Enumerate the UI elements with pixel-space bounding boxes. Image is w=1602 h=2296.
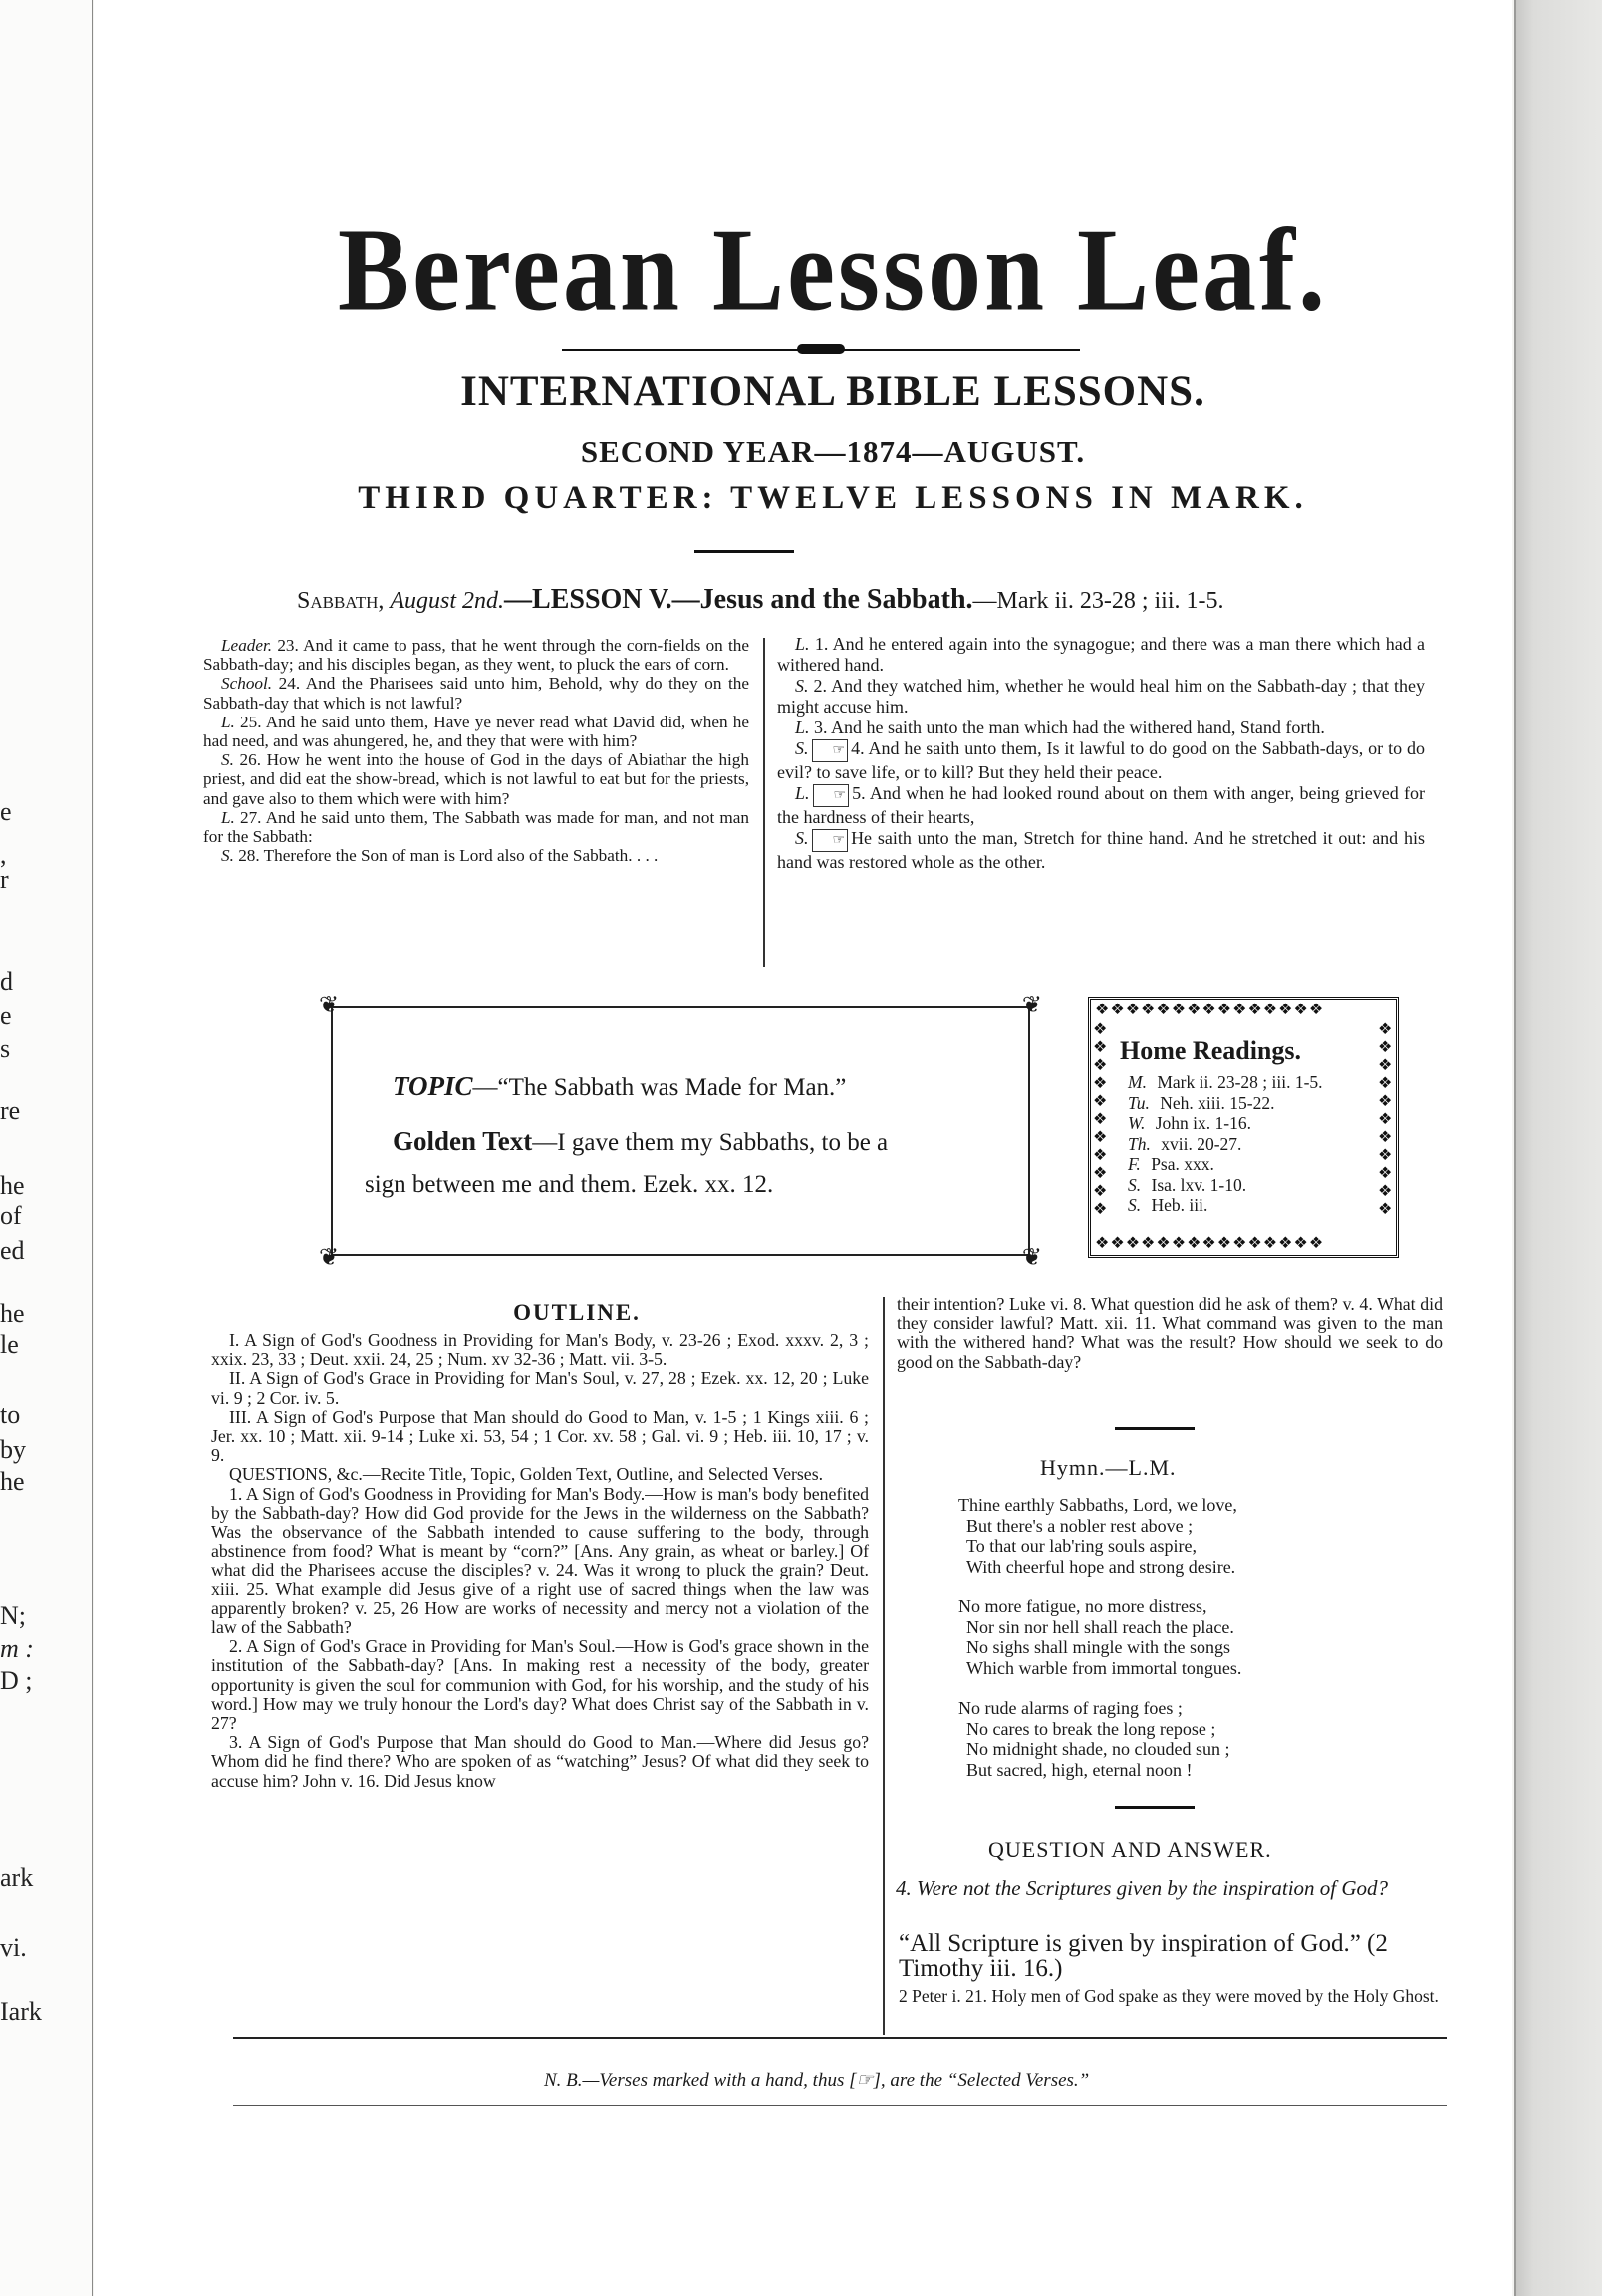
qa-answer: “All Scripture is given by inspiration of God.” (2 Timothy iii. 16.) <box>899 1930 1388 1982</box>
hymn-text <box>958 1495 1241 1800</box>
golden-text-line <box>393 1126 888 1157</box>
section-rule <box>1115 1427 1195 1430</box>
question-block: 1. A Sign of God's Goodness in Providing for Man's Body.—How is man's body benefited by the Sabbath-day? How did God provide for the Jews in the wilderness on the Sabbath? Was the observance of the Sabbath intended to cause suffering to the body, through abstinence from food? What is meant by “corn?” [Ans. Any grain, as wheat or barley.] Of what did the Pharisees accuse the disciples? v. 24. Was it wrong to pluck the grain? Deut. xiii. 25. What example did Jesus give of a right use of sacred things when the law was apparently broken? v. 25, 26 How are works of necessity and mercy not a violation of the law of the Sabbath? <box>211 1483 869 1638</box>
topic-text: —“The Sabbath was Made for Man.” <box>472 1074 847 1101</box>
hymn-stanza: No rude alarms of raging foes ; No cares to break the long repose ; No midnight shade, no clouded sun ; But sacred, high, eternal noon ! <box>958 1698 1230 1780</box>
facing-page-fragment: N; <box>0 1601 26 1630</box>
border-ornament-right: ❖ ❖ ❖ ❖ ❖ ❖ ❖ ❖ ❖ ❖ ❖ <box>1378 1021 1394 1218</box>
facing-page-fragment: D ; <box>0 1666 33 1695</box>
speaker-label: S. <box>221 750 234 770</box>
lesson-date: August 2nd. <box>390 588 505 614</box>
outline-point: III. A Sign of God's Purpose that Man should do Good to Man, v. 1-5 ; 1 Kings xiii. 6 ; Jer. xx. 10 ; Matt. xii. 9-14 ; Luke xi. 53, 54 ; 1 Cor. xv. 58 ; Gal. vi. 9 ; Heb. iii. 10, 17 ; v. 9. <box>211 1406 869 1466</box>
qa-heading: QUESTION AND ANSWER. <box>988 1837 1272 1862</box>
speaker-label: School. <box>221 674 273 694</box>
reading-verse: S. ☞ 4. And he saith unto them, Is it lawful to do good on the Sabbath-days, or to do evil? to save life, or to kill? But they held their peace. <box>777 738 1425 782</box>
home-readings-list <box>1128 1072 1323 1216</box>
ornamental-rule <box>562 347 1080 353</box>
list-item: F. Psa. xxx. <box>1128 1154 1214 1174</box>
speaker-label: S. <box>221 846 234 866</box>
page-stack-edge <box>1514 0 1602 2296</box>
facing-page-fragment: s <box>0 1034 11 1063</box>
question-block: 3. A Sign of God's Purpose that Man should do Good to Man.—Where did Jesus go? Whom did he find there? Who are spoken of as “watching” Jesus? Of what did they seek to accuse him? John v. 16. Did Jesus know <box>211 1732 869 1791</box>
facing-page-fragment: by <box>0 1435 26 1464</box>
lesson-reference: —Mark ii. 23-28 ; iii. 1-5. <box>972 588 1224 614</box>
reading-verse: L. 27. And he said unto them, The Sabbath was made for man, and not man for the Sabbath: <box>203 807 750 847</box>
outline-column <box>211 1331 869 1791</box>
section-rule <box>694 550 794 553</box>
list-item: Tu. Neh. xiii. 15-22. <box>1128 1092 1275 1113</box>
reading-verse: L. ☞ 5. And when he had looked round about on them with anger, being grieved for the hardness of their hearts, <box>777 783 1425 827</box>
facing-page-fragment: m : <box>0 1634 34 1663</box>
list-item: S. Heb. iii. <box>1128 1195 1208 1215</box>
main-heading: INTERNATIONAL BIBLE LESSONS. <box>460 368 1205 415</box>
facing-page-fragment: , <box>0 840 7 869</box>
footer-rule <box>233 2037 1447 2039</box>
column-divider <box>763 638 765 967</box>
outline-point: I. A Sign of God's Goodness in Providing for Man's Body, v. 23-26 ; Exod. xxxv. 2, 3 ; xxix. 23, 33 ; Deut. xxii. 24, 25 ; Num. xv 32-36 ; Matt. vii. 3-5. <box>211 1330 869 1370</box>
qa-question: 4. Were not the Scriptures given by the inspiration of God? <box>896 1876 1389 1900</box>
speaker-label: L. <box>221 712 235 731</box>
golden-text-text: —I gave them my Sabbaths, to be a <box>532 1129 889 1156</box>
reading-verse: L. 1. And he entered again into the synagogue; and there was a man there which had a withered hand. <box>777 634 1426 675</box>
list-item: M. Mark ii. 23-28 ; iii. 1-5. <box>1128 1072 1323 1092</box>
facing-page-fragment: vi. <box>0 1933 27 1962</box>
list-item: S. Isa. lxv. 1-10. <box>1128 1174 1247 1195</box>
lesson-number: —LESSON V.— <box>504 584 700 615</box>
reading-verse: Leader. 23. And it came to pass, that he went through the corn-fields on the Sabbath-day; and his disciples began, as they went, to pluck the ears of corn. <box>203 636 749 675</box>
footer-rule-bottom <box>233 2105 1447 2106</box>
facing-page-fragment: ark <box>0 1864 34 1892</box>
facing-page-fragment: to <box>0 1400 21 1429</box>
pointing-hand-icon: ☞ <box>812 829 849 852</box>
outline-heading: OUTLINE. <box>513 1300 641 1325</box>
corner-flourish-icon: ❦ <box>319 1245 340 1271</box>
facing-page-fragment: Iark <box>0 1997 42 2026</box>
reading-column-left <box>203 636 749 865</box>
facing-page-fragment: r <box>0 865 9 894</box>
facing-page-fragment: re <box>0 1096 21 1125</box>
facing-page-fragment: e <box>0 1002 12 1030</box>
list-item: W. John ix. 1-16. <box>1128 1113 1251 1133</box>
lesson-title: Jesus and the Sabbath. <box>699 584 973 615</box>
reading-verse: School. 24. And the Pharisees said unto him, Behold, why do they on the Sabbath-day that which is not lawful? <box>203 674 749 713</box>
reading-column-right <box>777 634 1425 873</box>
facing-page-fragment: le <box>0 1330 19 1359</box>
golden-text-label: Golden Text <box>393 1126 533 1156</box>
corner-flourish-icon: ❦ <box>1021 993 1042 1018</box>
column-divider <box>883 1297 885 2035</box>
lesson-day: Sabbath, <box>297 588 385 614</box>
reading-verse: L. 3. And he saith unto the man which had the withered hand, Stand forth. <box>795 718 1325 737</box>
questions-intro: QUESTIONS, &c.—Recite Title, Topic, Golden Text, Outline, and Selected Verses. <box>229 1464 824 1485</box>
golden-text-reference: sign between me and them. Ezek. xx. 12. <box>365 1171 774 1198</box>
facing-page-fragment: he <box>0 1299 25 1328</box>
section-rule <box>1115 1806 1195 1809</box>
qa-reference: 2 Peter i. 21. Holy men of God spake as they were moved by the Holy Ghost. <box>899 1986 1439 2006</box>
year-heading: SECOND YEAR—1874—AUGUST. <box>580 434 1086 469</box>
list-item: Th. xvii. 20-27. <box>1128 1133 1242 1154</box>
pointing-hand-icon: ☞ <box>813 784 850 807</box>
speaker-label: Leader. <box>221 636 273 655</box>
lesson-title-line <box>297 584 1423 616</box>
masthead-title: Berean Lesson Leaf. <box>338 204 1328 336</box>
facing-page-fragment: d <box>0 967 13 996</box>
outline-point: II. A Sign of God's Grace in Providing for Man's Soul, v. 27, 28 ; Ezek. xx. 12, 20 ; Luke vi. 9 ; 2 Cor. iv. 5. <box>211 1368 869 1408</box>
reading-verse: S. 2. And they watched him, whether he would heal him on the Sabbath-day ; that they might accuse him. <box>777 676 1426 717</box>
border-ornament-top: ❖❖❖❖❖❖❖❖❖❖❖❖❖❖❖ <box>1095 1002 1325 1018</box>
lesson-leaf-page <box>94 0 1512 2296</box>
home-readings-title: Home Readings. <box>1120 1036 1301 1065</box>
topic-label: TOPIC <box>393 1071 473 1101</box>
hymn-stanza: Thine earthly Sabbaths, Lord, we love, But there's a nobler rest above ; To that our lab'ring souls aspire, With cheerful hope and strong desire. <box>958 1495 1237 1577</box>
facing-page-fragment: ed <box>0 1236 25 1265</box>
footnote: N. B.—Verses marked with a hand, thus [☞], are the “Selected Verses.” <box>544 2070 1090 2091</box>
hymn-heading: Hymn.—L.M. <box>1040 1455 1177 1480</box>
hymn-stanza: No more fatigue, no more distress, Nor sin nor hell shall reach the place. No sighs shall mingle with the songs Which warble from immortal tongues. <box>958 1596 1242 1678</box>
reading-verse: S. 28. Therefore the Son of man is Lord also of the Sabbath. . . . <box>221 846 659 866</box>
reading-verse: S. 26. How he went into the house of God in the days of Abiathar the high priest, and did eat the show-bread, which is not lawful to eat but for the priests, and gave also to them which were with him? <box>203 750 749 808</box>
corner-flourish-icon: ❦ <box>1021 1245 1042 1271</box>
questions-continued: their intention? Luke vi. 8. What question did he ask of them? v. 4. What did they consider lawful? Matt. xii. 11. What command was given to the man with the withered hand? What was the result? How should we seek to do good on the Sabbath-day? <box>897 1294 1443 1372</box>
facing-page-fragment: he <box>0 1467 25 1496</box>
reading-verse: L. 25. And he said unto them, Have ye never read what David did, when he had need, and was ahungered, he, and they that were with him? <box>203 712 749 751</box>
facing-page-edge <box>0 0 93 2296</box>
quarter-heading: THIRD QUARTER: TWELVE LESSONS IN MARK. <box>358 480 1308 516</box>
border-ornament-left: ❖ ❖ ❖ ❖ ❖ ❖ ❖ ❖ ❖ ❖ ❖ <box>1093 1021 1109 1218</box>
topic-line <box>393 1071 846 1102</box>
pointing-hand-icon: ☞ <box>812 739 849 762</box>
reading-verse: S. ☞ He saith unto the man, Stretch for thine hand. And he stretched it out: and his hand was restored whole as the other. <box>777 828 1425 872</box>
facing-page-fragment: he <box>0 1171 25 1200</box>
border-ornament-bottom: ❖❖❖❖❖❖❖❖❖❖❖❖❖❖❖ <box>1095 1235 1325 1252</box>
speaker-label: L. <box>221 807 235 827</box>
question-block: 2. A Sign of God's Grace in Providing for Man's Soul.—How is God's grace shown in the institution of the Sabbath-day? [Ans. In making rest a necessity of the body, greater opportunity is given the soul for communion with God, for his worship, and the study of his word.] How may we truly honour the Lord's day? What does Christ say of the Sabbath in v. 27? <box>211 1636 869 1734</box>
facing-page-fragment: e <box>0 797 12 826</box>
corner-flourish-icon: ❦ <box>319 993 340 1018</box>
facing-page-fragment: of <box>0 1201 22 1230</box>
